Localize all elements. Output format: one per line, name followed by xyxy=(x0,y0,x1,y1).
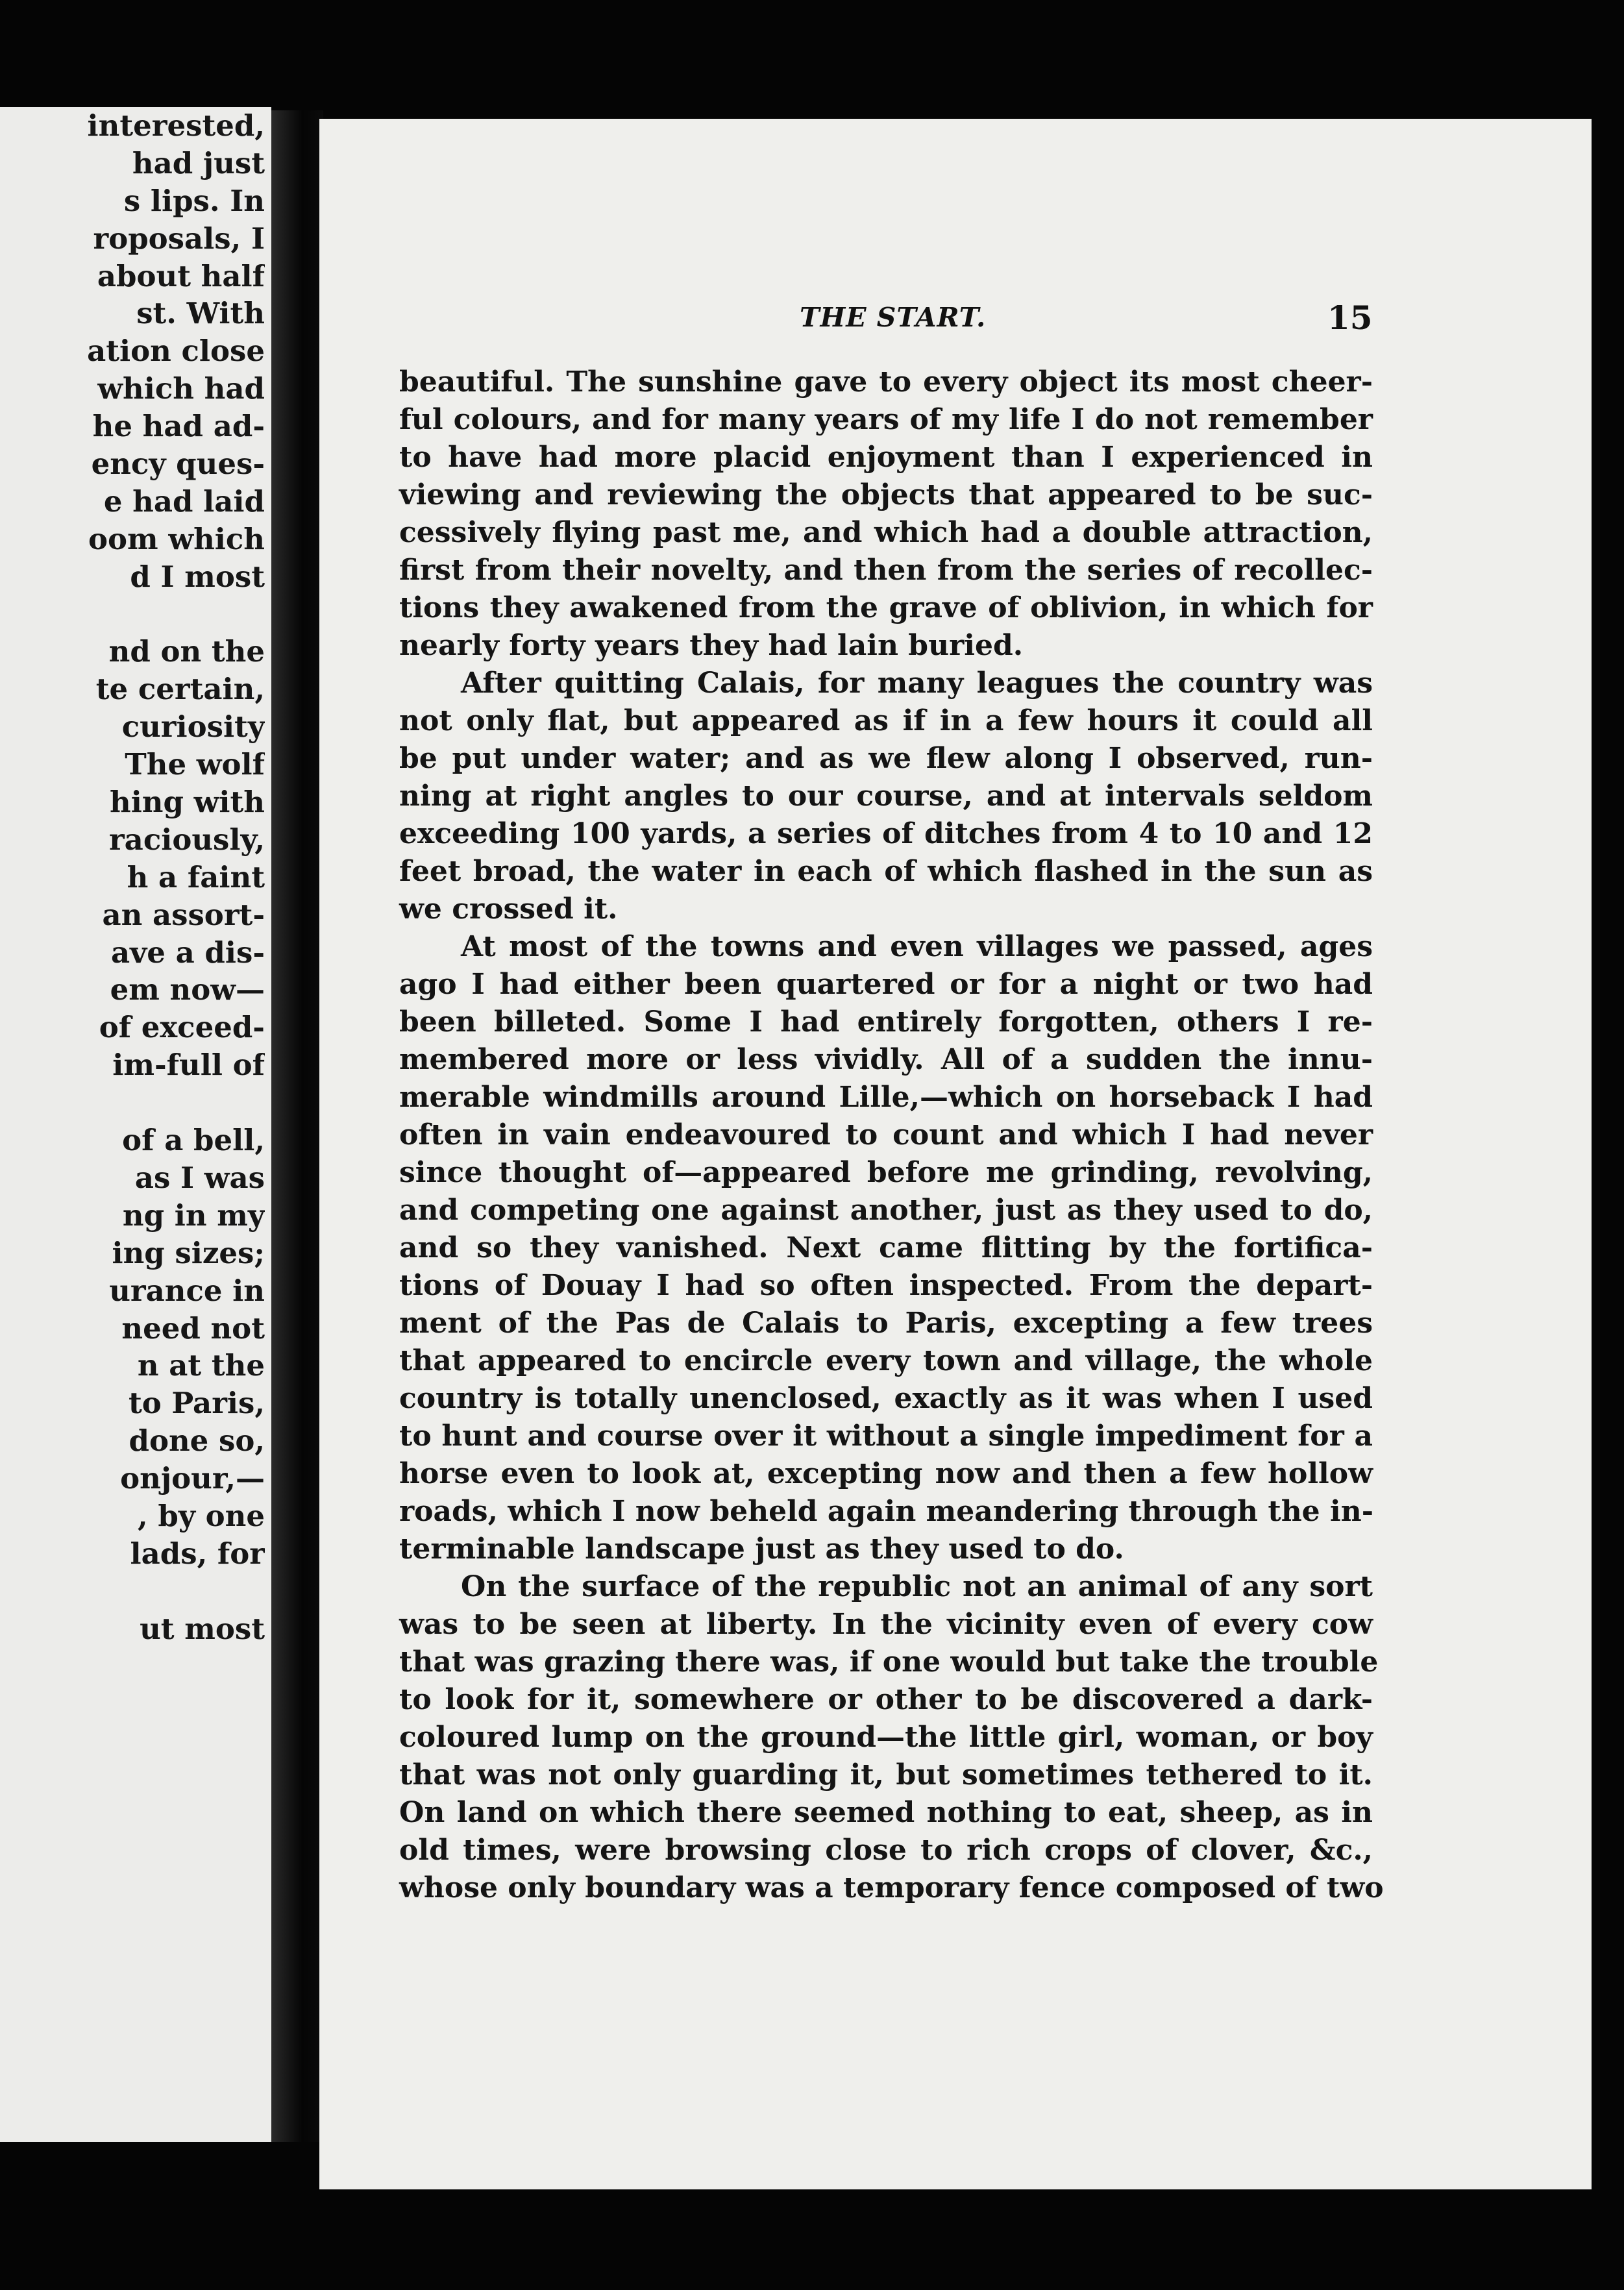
left-page-line: roposals, I xyxy=(93,221,265,256)
text-line: viewing and reviewing the objects that appeared to be suc- xyxy=(399,478,1373,511)
left-page-line: he had ad- xyxy=(92,409,265,444)
left-page-line xyxy=(0,596,265,634)
text-line: often in vain endeavoured to count and which I had never xyxy=(399,1118,1373,1151)
left-page-line: ut most xyxy=(140,1611,265,1646)
text-line: tions of Douay I had so often inspected. From the depart- xyxy=(399,1269,1373,1302)
text-line: nearly forty years they had lain buried. xyxy=(399,629,1024,662)
left-page-line: raciously, xyxy=(108,822,265,857)
text-line: not only flat, but appeared as if in a few hours it could all xyxy=(399,704,1373,737)
text-line: and competing one against another, just as they used to do, xyxy=(399,1194,1373,1227)
left-page-line: had just xyxy=(132,145,265,180)
text-line: After quitting Calais, for many leagues the country was xyxy=(461,667,1373,700)
left-page-line: ng in my xyxy=(122,1198,265,1233)
left-page-line: curiosity xyxy=(121,709,265,745)
text-line: whose only boundary was a temporary fence composed of two xyxy=(399,1871,1384,1904)
text-line: terminable landscape just as they used to do. xyxy=(399,1533,1124,1566)
text-line: feet broad, the water in each of which flashed in the sun as xyxy=(399,855,1373,888)
text-line: that was not only guarding it, but sometimes tethered to it. xyxy=(399,1758,1373,1791)
left-page-line: onjour,— xyxy=(120,1461,265,1496)
left-page-line: which had xyxy=(97,371,265,406)
text-line: that was grazing there was, if one would but take the trouble xyxy=(399,1645,1379,1679)
text-line: merable windmills around Lille,—which on horseback I had xyxy=(399,1081,1373,1114)
text-line: to hunt and course over it without a single impediment for a xyxy=(399,1420,1373,1453)
left-page-line: h a faint xyxy=(127,859,265,894)
left-page-line: st. With xyxy=(136,296,265,331)
left-page-line: of exceed- xyxy=(99,1010,265,1045)
left-page-line: oom which xyxy=(88,521,265,556)
text-line: first from their novelty, and then from the series of recollec- xyxy=(399,554,1373,587)
page-number: 15 xyxy=(1327,299,1373,337)
running-head: THE START. xyxy=(800,302,987,333)
text-line: At most of the towns and even villages we passed, ages xyxy=(461,930,1373,963)
left-page-line: te certain, xyxy=(95,672,265,707)
text-line: On the surface of the republic not an animal of any sort xyxy=(461,1570,1373,1603)
page-body-text xyxy=(399,363,1384,1907)
left-page-line: , by one xyxy=(138,1498,265,1533)
left-page-line: nd on the xyxy=(108,634,265,669)
text-line: membered more or less vividly. All of a sudden the innu- xyxy=(399,1043,1373,1076)
left-page-line: n at the xyxy=(137,1348,265,1383)
text-line: old times, were browsing close to rich crops of clover, &c., xyxy=(399,1834,1373,1867)
binding-gutter xyxy=(271,110,323,2142)
text-line: ful colours, and for many years of my life I do not remember xyxy=(399,403,1373,436)
left-page-line: s lips. In xyxy=(123,183,265,218)
text-line: country is totally unenclosed, exactly as it was when I used xyxy=(399,1382,1373,1415)
text-line: since thought of—appeared before me grinding, revolving, xyxy=(399,1156,1373,1189)
left-page-line: ave a dis- xyxy=(111,935,265,970)
text-line: On land on which there seemed nothing to eat, sheep, as in xyxy=(399,1796,1373,1829)
text-line: coloured lump on the ground—the little girl, woman, or boy xyxy=(399,1721,1373,1754)
left-page-line: im-full of xyxy=(112,1048,265,1083)
left-page-line: e had laid xyxy=(103,484,265,519)
left-page-line: as I was xyxy=(134,1160,265,1195)
left-page-line: of a bell, xyxy=(122,1123,265,1158)
text-line: be put under water; and as we flew along I observed, run- xyxy=(399,742,1373,775)
left-page-line: The wolf xyxy=(125,747,265,782)
text-line: ago I had either been quartered or for a night or two had xyxy=(399,968,1373,1001)
left-page-line: hing with xyxy=(110,785,265,820)
text-line: horse even to look at, excepting now and then a few hollow xyxy=(399,1457,1373,1490)
text-line: ment of the Pas de Calais to Paris, excepting a few trees xyxy=(399,1307,1373,1340)
text-line: ning at right angles to our course, and at intervals seldom xyxy=(399,780,1373,813)
left-page-line: to Paris, xyxy=(128,1386,265,1421)
left-page-line xyxy=(0,1084,265,1122)
left-page-line: em now— xyxy=(110,972,265,1007)
left-page-fragment xyxy=(0,107,271,2142)
text-line: we crossed it. xyxy=(399,893,618,926)
left-page-line: need not xyxy=(121,1311,265,1346)
text-line: beautiful. The sunshine gave to every object its most cheer- xyxy=(399,365,1373,399)
text-line: been billeted. Some I had entirely forgotten, others I re- xyxy=(399,1005,1373,1039)
text-line: cessively flying past me, and which had a double attraction, xyxy=(399,516,1373,549)
left-page-line: ing sizes; xyxy=(112,1235,265,1270)
left-page-line: interested, xyxy=(87,108,265,143)
text-line: that appeared to encircle every town and village, the whole xyxy=(399,1344,1373,1377)
left-page-text xyxy=(0,107,265,1648)
left-page-line: an assort- xyxy=(102,897,265,932)
text-line: to have had more placid enjoyment than I experienced in xyxy=(399,441,1373,474)
text-line: tions they awakened from the grave of oblivion, in which for xyxy=(399,591,1373,624)
left-page-line: urance in xyxy=(109,1273,265,1308)
left-page-line: d I most xyxy=(130,559,265,594)
left-page-line: ency ques- xyxy=(91,447,265,482)
text-line: exceeding 100 yards, a series of ditches from 4 to 10 and 12 xyxy=(399,817,1373,850)
left-page-line: done so, xyxy=(129,1423,265,1459)
text-line: roads, which I now beheld again meandering through the in- xyxy=(399,1495,1373,1528)
left-page-line xyxy=(0,1573,265,1610)
text-line: was to be seen at liberty. In the vicinity even of every cow xyxy=(399,1608,1373,1641)
text-line: and so they vanished. Next came flitting by the fortifica- xyxy=(399,1231,1373,1264)
left-page-line: ation close xyxy=(87,334,265,369)
left-page-line: about half xyxy=(97,258,265,293)
left-page-line: lads, for xyxy=(130,1536,265,1571)
text-line: to look for it, somewhere or other to be discovered a dark- xyxy=(399,1683,1373,1716)
